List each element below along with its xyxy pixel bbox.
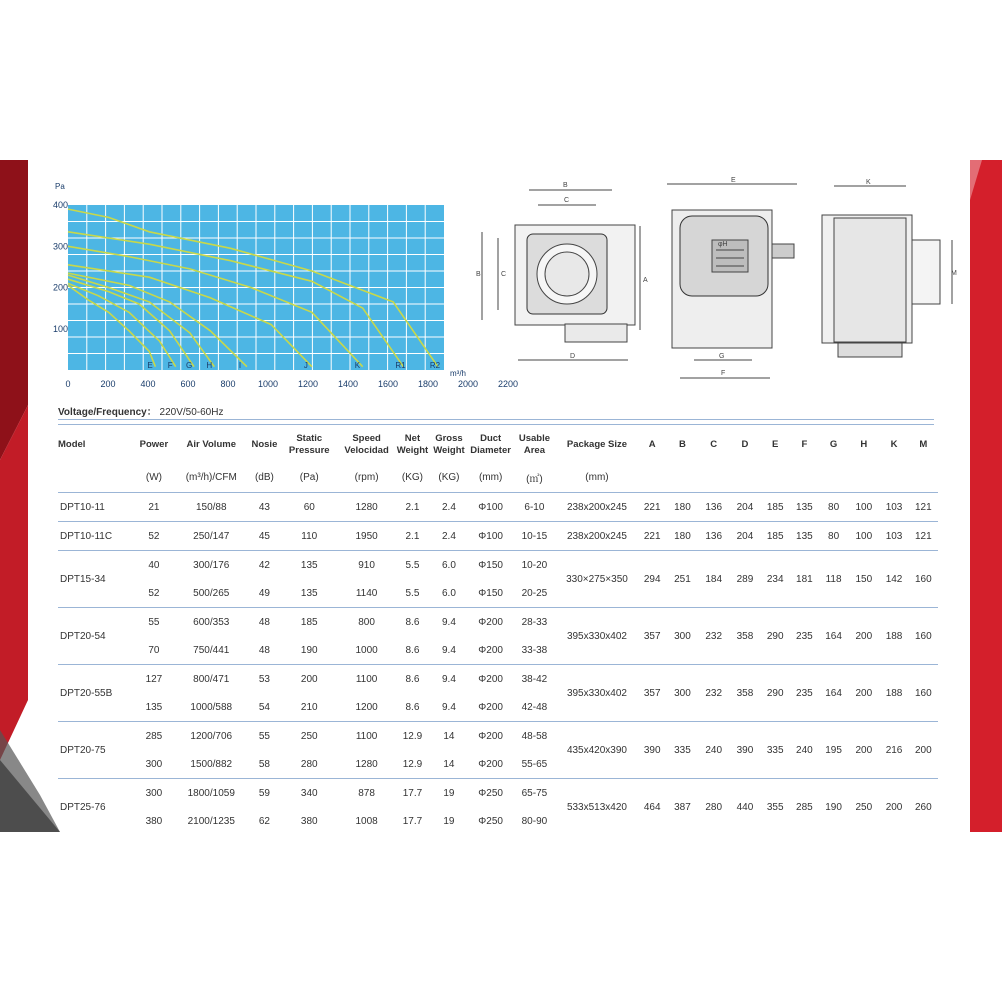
dimension-cell: 204 bbox=[736, 501, 754, 513]
unit-cell bbox=[848, 462, 879, 493]
data-cell: 280 bbox=[300, 758, 318, 770]
dimension-cell: 240 bbox=[790, 722, 819, 779]
unit-cell: (W) bbox=[133, 462, 175, 493]
data-cell: 800 bbox=[337, 608, 395, 637]
col-header-18: H bbox=[860, 439, 868, 450]
dimension-cell: 464 bbox=[638, 779, 667, 836]
header-row bbox=[58, 428, 938, 462]
data-cell: 58 bbox=[258, 758, 270, 770]
dimension-cell: 121 bbox=[914, 501, 932, 513]
data-cell: 1100 bbox=[337, 722, 395, 751]
data-cell: 800/471 bbox=[175, 665, 248, 694]
data-cell: 48-58 bbox=[513, 722, 557, 751]
data-cell: 19 bbox=[429, 779, 469, 808]
data-cell: 185 bbox=[281, 608, 337, 637]
data-cell: Φ100 bbox=[478, 501, 503, 513]
data-cell: 14 bbox=[443, 758, 455, 770]
dimension-cell: 188 bbox=[879, 665, 908, 722]
data-cell: 55 bbox=[248, 722, 281, 751]
unit-cell: (KG) bbox=[396, 462, 429, 493]
x-tick-label: 1400 bbox=[337, 379, 359, 389]
dimension-cell: 103 bbox=[885, 501, 903, 513]
dimension-cell: 358 bbox=[729, 665, 760, 722]
data-cell: 33-38 bbox=[521, 644, 548, 656]
dimension-cell: 294 bbox=[638, 551, 667, 608]
x-tick-label: 0 bbox=[65, 379, 71, 389]
dimension-cell: 150 bbox=[848, 551, 879, 608]
curve-label-j: J bbox=[303, 361, 308, 370]
dimension-cell: 121 bbox=[909, 522, 938, 551]
unit-cell: (dB) bbox=[248, 462, 281, 493]
dimension-cell: 300 bbox=[667, 665, 698, 722]
data-cell: 1800/1059 bbox=[175, 779, 248, 808]
model-cell: DPT20-75 bbox=[58, 722, 133, 779]
dimension-cell: 100 bbox=[855, 501, 873, 513]
x-tick-label: 200 bbox=[100, 379, 116, 389]
col-header-0: Model bbox=[58, 439, 86, 450]
dimension-cell: 180 bbox=[667, 522, 698, 551]
data-cell: 878 bbox=[337, 779, 395, 808]
dimension-cell: 251 bbox=[667, 551, 698, 608]
unit-cell: (mm) bbox=[469, 462, 513, 493]
dimension-cell: 135 bbox=[796, 501, 813, 513]
data-cell: 127 bbox=[133, 665, 175, 694]
table-row bbox=[58, 522, 938, 551]
data-cell: 6.0 bbox=[441, 587, 456, 599]
label-e: E bbox=[731, 177, 736, 184]
curve-label-f: F bbox=[167, 361, 173, 370]
x-tick-label: 400 bbox=[140, 379, 156, 389]
dimension-cell: 335 bbox=[761, 722, 790, 779]
data-cell: 14 bbox=[429, 722, 469, 751]
data-cell: 8.6 bbox=[405, 701, 420, 713]
data-cell: 250/147 bbox=[175, 522, 248, 551]
data-cell: 43 bbox=[258, 501, 270, 513]
data-cell: 17.7 bbox=[402, 815, 423, 827]
data-cell: 70 bbox=[148, 644, 160, 656]
curve-label-r1: R1 bbox=[395, 361, 406, 370]
data-cell: 200 bbox=[281, 665, 337, 694]
dimension-cell: 200 bbox=[848, 665, 879, 722]
data-cell: 285 bbox=[133, 722, 175, 751]
unit-cell bbox=[819, 462, 848, 493]
dimension-cell: 335 bbox=[667, 722, 698, 779]
model-cell: DPT10-11 bbox=[60, 501, 105, 513]
unit-cell: (Pa) bbox=[281, 462, 337, 493]
voltage-value: 220V/50-60Hz bbox=[159, 407, 224, 418]
data-cell: 62 bbox=[258, 815, 270, 827]
curve-label-e: E bbox=[147, 361, 153, 370]
col-header-15: E bbox=[772, 439, 779, 450]
dimension-cell: 136 bbox=[698, 522, 729, 551]
data-cell: 2.4 bbox=[441, 501, 456, 513]
col-header-12: B bbox=[679, 439, 686, 450]
table-row bbox=[58, 608, 938, 637]
data-cell: 2.1 bbox=[396, 522, 429, 551]
col-header-11: A bbox=[648, 439, 656, 450]
unit-cell: (rpm) bbox=[337, 462, 395, 493]
table-top-rule bbox=[58, 419, 934, 420]
data-cell: 1280 bbox=[355, 501, 378, 513]
data-cell: 210 bbox=[300, 701, 318, 713]
data-cell: 1950 bbox=[337, 522, 395, 551]
rear-view-drawing bbox=[822, 186, 952, 357]
x-tick-label: 600 bbox=[180, 379, 196, 389]
y-tick-label: 100 bbox=[53, 323, 69, 334]
x-tick-label: 1200 bbox=[297, 379, 319, 389]
data-cell: 55 bbox=[133, 608, 175, 637]
dimension-cell: 232 bbox=[698, 665, 729, 722]
label-b: B bbox=[563, 182, 568, 189]
data-cell: 6.0 bbox=[429, 551, 469, 580]
data-cell: 500/265 bbox=[193, 587, 230, 599]
dimension-cell: 221 bbox=[638, 522, 667, 551]
dimension-cell: 160 bbox=[909, 665, 938, 722]
data-cell: 600/353 bbox=[175, 608, 248, 637]
model-cell: DPT20-54 bbox=[58, 608, 133, 665]
dimension-cell: 280 bbox=[698, 779, 729, 836]
dimension-cell: 200 bbox=[879, 779, 908, 836]
y-axis-label: Pa bbox=[55, 182, 65, 191]
data-cell: Φ200 bbox=[478, 758, 503, 770]
dimension-cell: 204 bbox=[729, 522, 760, 551]
dimension-cell: 164 bbox=[819, 665, 848, 722]
data-cell: 2.4 bbox=[429, 522, 469, 551]
data-cell: 10-20 bbox=[513, 551, 557, 580]
dimension-cell: 234 bbox=[761, 551, 790, 608]
dimension-cell: 235 bbox=[790, 665, 819, 722]
unit-cell bbox=[58, 462, 133, 493]
table-row bbox=[58, 551, 938, 580]
data-cell: 9.4 bbox=[429, 665, 469, 694]
data-cell: 1008 bbox=[355, 815, 378, 827]
data-cell: 1000 bbox=[355, 644, 378, 656]
table-row bbox=[58, 665, 938, 694]
unit-cell: (KG) bbox=[429, 462, 469, 493]
model-cell: DPT10-11C bbox=[58, 522, 133, 551]
label-phi-h: φH bbox=[718, 241, 728, 248]
dimension-cell: 164 bbox=[819, 608, 848, 665]
dimension-cell: 290 bbox=[761, 608, 790, 665]
package-size-cell: 395x330x402 bbox=[556, 608, 637, 665]
data-cell: 340 bbox=[281, 779, 337, 808]
data-cell: Φ200 bbox=[469, 722, 513, 751]
data-cell: 59 bbox=[248, 779, 281, 808]
model-cell: DPT20-55B bbox=[58, 665, 133, 722]
dimension-cell: 235 bbox=[790, 608, 819, 665]
dimension-cell: 200 bbox=[909, 722, 938, 779]
col-header-20: M bbox=[919, 439, 928, 450]
model-cell: DPT25-76 bbox=[58, 779, 133, 836]
data-cell: Φ200 bbox=[478, 644, 503, 656]
x-tick-label: 1000 bbox=[257, 379, 279, 389]
data-cell: 2100/1235 bbox=[187, 815, 235, 827]
curve-label-r2: R2 bbox=[429, 361, 441, 370]
data-cell: 135 bbox=[281, 551, 337, 580]
table-row bbox=[58, 779, 938, 808]
unit-cell: (mm) bbox=[556, 462, 637, 493]
data-cell: 42-48 bbox=[521, 701, 548, 713]
data-cell: 1000/588 bbox=[190, 701, 233, 713]
dimension-cell: 355 bbox=[761, 779, 790, 836]
y-tick-label: 300 bbox=[53, 241, 69, 252]
col-header-13: C bbox=[710, 439, 718, 450]
dimension-cell: 290 bbox=[761, 665, 790, 722]
data-cell: 48 bbox=[248, 608, 281, 637]
unit-cell bbox=[638, 462, 667, 493]
dimension-cell: 180 bbox=[674, 501, 691, 513]
data-cell: 5.5 bbox=[396, 551, 429, 580]
data-cell: 38-42 bbox=[513, 665, 557, 694]
dimension-cell: 250 bbox=[848, 779, 879, 836]
table-row bbox=[58, 722, 938, 751]
col-header-10: Package Size bbox=[566, 439, 628, 450]
unit-cell bbox=[667, 462, 698, 493]
unit-cell: (m³/h)/CFM bbox=[175, 462, 248, 493]
label-d: D bbox=[570, 353, 576, 360]
label-c-vertical: C bbox=[501, 271, 507, 278]
data-cell: 1200/706 bbox=[175, 722, 248, 751]
dimension-cell: 181 bbox=[790, 551, 819, 608]
data-cell: 1140 bbox=[355, 587, 378, 599]
x-tick-label: 2200 bbox=[497, 379, 519, 389]
label-g: G bbox=[719, 353, 725, 360]
dimension-cell: 300 bbox=[667, 608, 698, 665]
dimension-cell: 135 bbox=[790, 522, 819, 551]
dimension-cell: 390 bbox=[638, 722, 667, 779]
data-cell: Φ250 bbox=[478, 815, 503, 827]
dimension-cell: 103 bbox=[879, 522, 908, 551]
unit-cell bbox=[909, 462, 938, 493]
data-cell: 28-33 bbox=[513, 608, 557, 637]
col-header-4: Static Pressure bbox=[288, 433, 330, 456]
data-cell: Φ200 bbox=[469, 608, 513, 637]
package-size-cell: 395x330x402 bbox=[556, 665, 637, 722]
dimension-cell: 358 bbox=[729, 608, 760, 665]
data-cell: Φ150 bbox=[478, 587, 503, 599]
x-axis-unit: m³/h bbox=[450, 369, 466, 378]
dimension-cell: 80 bbox=[819, 522, 848, 551]
voltage-frequency bbox=[58, 403, 223, 418]
data-cell: Φ150 bbox=[469, 551, 513, 580]
data-cell: 49 bbox=[258, 587, 270, 599]
unit-cell bbox=[790, 462, 819, 493]
data-cell: 19 bbox=[443, 815, 455, 827]
col-header-19: K bbox=[890, 439, 898, 450]
data-cell: 52 bbox=[148, 587, 160, 599]
dimension-cell: 185 bbox=[761, 522, 790, 551]
dimension-cell: 260 bbox=[909, 779, 938, 836]
label-b-vertical: B bbox=[476, 271, 481, 278]
data-cell: 300/176 bbox=[175, 551, 248, 580]
data-cell: 250 bbox=[281, 722, 337, 751]
dimension-cell: 160 bbox=[909, 608, 938, 665]
data-cell: 12.9 bbox=[396, 722, 429, 751]
data-cell: 53 bbox=[248, 665, 281, 694]
data-cell: 21 bbox=[148, 501, 160, 513]
data-cell: 20-25 bbox=[521, 587, 548, 599]
data-cell: 65-75 bbox=[513, 779, 557, 808]
data-cell: Φ200 bbox=[478, 701, 503, 713]
x-tick-label: 1800 bbox=[417, 379, 439, 389]
dimension-cell: 357 bbox=[638, 665, 667, 722]
curve-label-g: G bbox=[186, 361, 193, 370]
data-cell: 9.4 bbox=[429, 608, 469, 637]
dimension-cell: 190 bbox=[819, 779, 848, 836]
curve-label-k: K bbox=[354, 361, 361, 370]
data-cell: 45 bbox=[248, 522, 281, 551]
data-cell: 1200 bbox=[355, 701, 378, 713]
data-cell: 42 bbox=[248, 551, 281, 580]
package-size-cell: 238x200x245 bbox=[566, 501, 627, 513]
unit-cell bbox=[761, 462, 790, 493]
data-cell: 300 bbox=[133, 779, 175, 808]
label-f: F bbox=[721, 370, 726, 377]
unit-cell bbox=[879, 462, 908, 493]
dimension-cell: 185 bbox=[766, 501, 784, 513]
table-top-rule-2 bbox=[58, 424, 934, 425]
table-row bbox=[58, 493, 938, 522]
data-cell: 910 bbox=[337, 551, 395, 580]
data-cell: 52 bbox=[133, 522, 175, 551]
col-header-8: Duct Diameter bbox=[470, 433, 511, 456]
dimension-cell: 289 bbox=[729, 551, 760, 608]
col-header-6: Net Weight bbox=[396, 433, 429, 456]
dimension-cell: 387 bbox=[667, 779, 698, 836]
dimension-cell: 390 bbox=[729, 722, 760, 779]
col-header-3: Nosie bbox=[251, 439, 278, 450]
dimension-cell: 142 bbox=[879, 551, 908, 608]
data-cell: 8.6 bbox=[405, 644, 420, 656]
data-cell: 190 bbox=[300, 644, 318, 656]
data-cell: 150/88 bbox=[195, 501, 227, 513]
label-a: A bbox=[643, 277, 648, 284]
data-cell: 380 bbox=[145, 815, 163, 827]
y-tick-label: 200 bbox=[53, 282, 69, 293]
curve-label-h: H bbox=[206, 361, 213, 370]
col-header-5: Speed Velocidad bbox=[344, 433, 389, 456]
dimension-drawings bbox=[0, 160, 1000, 400]
units-row bbox=[58, 462, 938, 493]
dimension-cell: 357 bbox=[638, 608, 667, 665]
data-cell: 60 bbox=[303, 501, 315, 513]
col-header-9: Usable Area bbox=[518, 433, 550, 456]
x-tick-label: 1600 bbox=[377, 379, 399, 389]
package-size-cell: 435x420x390 bbox=[556, 722, 637, 779]
data-cell: 300 bbox=[145, 758, 163, 770]
data-cell: Φ250 bbox=[469, 779, 513, 808]
curve-label-i: I bbox=[238, 361, 242, 370]
data-cell: 110 bbox=[281, 522, 337, 551]
data-cell: 80-90 bbox=[521, 815, 548, 827]
package-size-cell: 533x513x420 bbox=[556, 779, 637, 836]
dimension-cell: 118 bbox=[819, 551, 848, 608]
dimension-cell: 221 bbox=[643, 501, 661, 513]
data-cell: 48 bbox=[258, 644, 270, 656]
label-m: M bbox=[951, 270, 957, 277]
dimension-cell: 195 bbox=[819, 722, 848, 779]
data-cell: 5.5 bbox=[405, 587, 420, 599]
data-cell: 135 bbox=[300, 587, 318, 599]
dimension-cell: 232 bbox=[698, 608, 729, 665]
voltage-label: Voltage/Frequency： bbox=[58, 407, 157, 418]
col-header-17: G bbox=[829, 439, 838, 450]
dimension-cell: 200 bbox=[848, 608, 879, 665]
data-cell: 9.4 bbox=[441, 701, 456, 713]
x-tick-label: 2000 bbox=[457, 379, 479, 389]
data-cell: Φ100 bbox=[469, 522, 513, 551]
dimension-cell: 216 bbox=[879, 722, 908, 779]
package-size-cell: 330×275×350 bbox=[556, 551, 637, 608]
dimension-cell: 136 bbox=[705, 501, 723, 513]
data-cell: 54 bbox=[258, 701, 270, 713]
y-tick-label: 400 bbox=[53, 200, 69, 210]
dimension-cell: 100 bbox=[848, 522, 879, 551]
data-cell: 10-15 bbox=[513, 522, 557, 551]
data-cell: 6-10 bbox=[524, 501, 545, 513]
dimension-cell: 440 bbox=[729, 779, 760, 836]
data-cell: 750/441 bbox=[193, 644, 230, 656]
data-cell: 2.1 bbox=[405, 501, 420, 513]
data-cell: 1100 bbox=[337, 665, 395, 694]
data-cell: 8.6 bbox=[396, 608, 429, 637]
dimension-cell: 240 bbox=[698, 722, 729, 779]
x-tick-label: 800 bbox=[220, 379, 236, 389]
data-cell: 1280 bbox=[355, 758, 378, 770]
data-cell: 135 bbox=[145, 701, 163, 713]
unit-cell bbox=[729, 462, 760, 493]
dimension-cell: 188 bbox=[879, 608, 908, 665]
model-cell: DPT15-34 bbox=[58, 551, 133, 608]
label-k: K bbox=[866, 179, 871, 186]
dimension-cell: 160 bbox=[909, 551, 938, 608]
dimension-cell: 285 bbox=[790, 779, 819, 836]
side-view-drawing bbox=[667, 184, 797, 378]
dimension-cell: 184 bbox=[698, 551, 729, 608]
col-header-1: Power bbox=[139, 439, 169, 450]
package-size-cell: 238x200x245 bbox=[556, 522, 637, 551]
dimension-cell: 200 bbox=[848, 722, 879, 779]
unit-cell bbox=[698, 462, 729, 493]
unit-cell: (㎡) bbox=[513, 462, 557, 493]
data-cell: 12.9 bbox=[402, 758, 423, 770]
specs-table bbox=[58, 428, 938, 835]
col-header-7: Gross Weight bbox=[433, 433, 465, 456]
data-cell: 8.6 bbox=[396, 665, 429, 694]
col-header-2: Air Volume bbox=[186, 439, 236, 450]
data-cell: 9.4 bbox=[441, 644, 456, 656]
spec-sheet bbox=[0, 160, 1000, 832]
data-cell: 40 bbox=[133, 551, 175, 580]
data-cell: Φ200 bbox=[469, 665, 513, 694]
label-c: C bbox=[564, 197, 570, 204]
col-header-14: D bbox=[741, 439, 749, 450]
dimension-cell: 80 bbox=[828, 501, 840, 513]
data-cell: 380 bbox=[300, 815, 318, 827]
data-cell: 55-65 bbox=[521, 758, 548, 770]
col-header-16: F bbox=[801, 439, 808, 450]
data-cell: 17.7 bbox=[396, 779, 429, 808]
data-cell: 1500/882 bbox=[190, 758, 233, 770]
